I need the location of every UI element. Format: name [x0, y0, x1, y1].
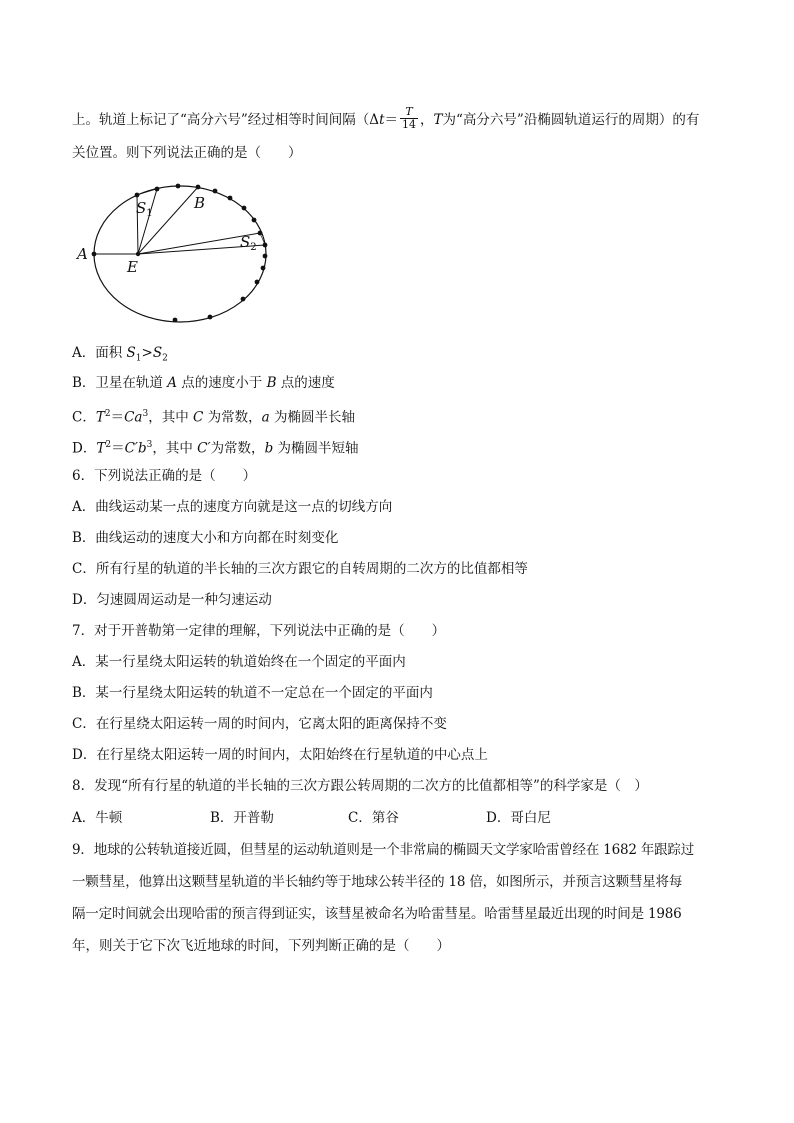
q5-option-c [72, 404, 732, 428]
sup-2: 2 [104, 409, 111, 419]
orbit-point [176, 184, 181, 189]
orbit-point [135, 193, 140, 198]
label-S2 [240, 233, 257, 253]
var-T: T [433, 112, 443, 128]
q5-option-a [72, 343, 732, 369]
orbit-point [228, 196, 233, 201]
s1-arc-chord [137, 189, 157, 195]
orbit-point [258, 231, 263, 236]
orbit-point [92, 252, 97, 257]
equals-sign: ＝ [384, 112, 398, 128]
label-A: A [77, 245, 88, 263]
var-S1: S [126, 345, 136, 361]
q8-option-b: B．开普勒 [210, 810, 274, 826]
sub-2: 2 [162, 353, 168, 364]
orbit-point [242, 206, 247, 211]
var-S2: S [152, 345, 163, 361]
option-c-text-1: ，其中 [148, 409, 194, 426]
option-d-text-1: ，其中 [152, 440, 198, 457]
orbit-point [213, 189, 218, 194]
q5-option-d [72, 435, 732, 459]
option-b-text-3: 点的速度 [276, 375, 335, 391]
option-c-text-2: 为常数， [203, 409, 262, 426]
option-c-text-3: 为椭圆半长轴 [269, 409, 356, 426]
q8-option-a: A．牛顿 [72, 810, 123, 826]
fraction-numerator: T [400, 106, 418, 119]
sub-1: 1 [135, 353, 142, 364]
label-S1-sub: 1 [146, 208, 153, 219]
q7-option-b: B．某一行星绕太阳运转的轨道不一定总在一个固定的平面内 [72, 685, 433, 701]
var-B: B [266, 375, 277, 391]
q8-option-c: C．第谷 [348, 810, 399, 826]
q6-option-d: D．匀速圆周运动是一种匀速运动 [72, 592, 272, 608]
orbit-point [241, 297, 246, 302]
var-T: T [96, 440, 106, 457]
q9-line-4: 年，则关于它下次飞近地球的时间，下列判断正确的是（ ） [72, 938, 450, 954]
orbit-point [263, 243, 268, 248]
label-S1-letter: S [136, 199, 147, 217]
q5-option-b [72, 373, 732, 393]
label-E: E [127, 258, 138, 276]
option-c-prefix: C． [72, 409, 96, 426]
equals-sign: ＝ [111, 440, 125, 457]
q9-line-1: 9．地球的公转轨道接近圆，但彗星的运动轨道则是一个非常扁的椭圆天文学家哈雷曾经在 1682 年跟踪过 [72, 842, 695, 858]
q8-stem: 8．发现“所有行星的轨道的半长轴的三次方跟公转周期的二次方的比值都相等”的科学家是（ ） [72, 778, 648, 794]
orbit-point [252, 218, 257, 223]
q7-option-c: C．在行星绕太阳运转一周的时间内，它离太阳的距离保持不变 [72, 716, 447, 732]
q9-line-2: 一颗彗星，他算出这颗彗星轨道的半长轴约等于地球公转半径的 18 倍，如图所示，并预言这颗彗星将每 [72, 874, 683, 890]
intro-text: 上。轨道上标记了“高分六号”经过相等时间间隔（Δ [72, 112, 380, 128]
option-d-prefix: D． [72, 440, 97, 457]
sup-2: 2 [105, 440, 112, 450]
label-S2-sub: 2 [250, 242, 257, 253]
intro-line-2: 关位置。则下列说法正确的是（ ） [72, 145, 302, 161]
b-radius [138, 187, 198, 254]
var-C: C [193, 409, 204, 426]
comma: ， [420, 112, 434, 128]
orbit-point [208, 315, 213, 320]
equals-sign: ＝ [110, 409, 125, 426]
fraction-denominator: 14 [402, 118, 416, 131]
orbit-point [255, 280, 260, 285]
q9-line-3: 隔一定时间就会出现哈雷的预言得到证实，该彗星被命名为哈雷彗星。哈雷彗星最近出现的时间是 1986 [72, 906, 682, 922]
q7-stem: 7．对于开普勒第一定律的理解，下列说法中正确的是（ ） [72, 623, 446, 639]
q7-option-d: D．在行星绕太阳运转一周的时间内，太阳始终在行星轨道的中心点上 [72, 747, 488, 763]
var-A: A [167, 375, 177, 391]
q6-option-c: C．所有行星的轨道的半长轴的三次方跟它的自转周期的二次方的比值都相等 [72, 561, 528, 577]
orbit-figure [72, 178, 302, 328]
var-T: T [95, 409, 105, 426]
option-d-text-2: 为常数， [210, 440, 265, 457]
orbit-point [155, 187, 160, 192]
var-a: a [261, 409, 270, 426]
var-C-prime: C′ [197, 440, 211, 457]
label-S2-letter: S [240, 233, 251, 251]
intro-text-2: 为“高分六号”沿椭圆轨道运行的周期）的有 [442, 112, 700, 128]
sup-3: 3 [146, 440, 153, 450]
q6-stem: 6．下列说法正确的是（ ） [72, 468, 257, 484]
option-a-prefix: A．面积 [72, 345, 127, 361]
q6-option-b: B．曲线运动的速度大小和方向都在时刻变化 [72, 530, 339, 546]
var-b: b [264, 440, 274, 457]
var-Cb: C′b [124, 440, 147, 457]
var-Ca: Ca [124, 409, 143, 426]
orbit-point [263, 254, 268, 259]
gt-sign: > [141, 345, 153, 361]
var-t: t [379, 112, 385, 128]
label-S1 [136, 199, 153, 219]
label-B: B [194, 194, 206, 212]
fraction-T-over-14 [400, 106, 418, 131]
orbit-point [196, 185, 201, 190]
orbit-point [173, 318, 178, 323]
option-b-text-1: B．卫星在轨道 [72, 375, 168, 391]
q6-option-a: A．曲线运动某一点的速度方向就是这一点的切线方向 [72, 499, 393, 515]
orbit-point [261, 266, 266, 271]
sup-3: 3 [142, 409, 149, 419]
option-b-text-2: 点的速度小于 [176, 375, 267, 391]
option-d-text-3: 为椭圆半短轴 [273, 440, 359, 457]
q7-option-a: A．某一行星绕太阳运转的轨道始终在一个固定的平面内 [72, 654, 406, 670]
intro-line-1 [72, 105, 732, 133]
focus-point-E [136, 252, 140, 256]
q8-option-d: D．哥白尼 [486, 810, 551, 826]
